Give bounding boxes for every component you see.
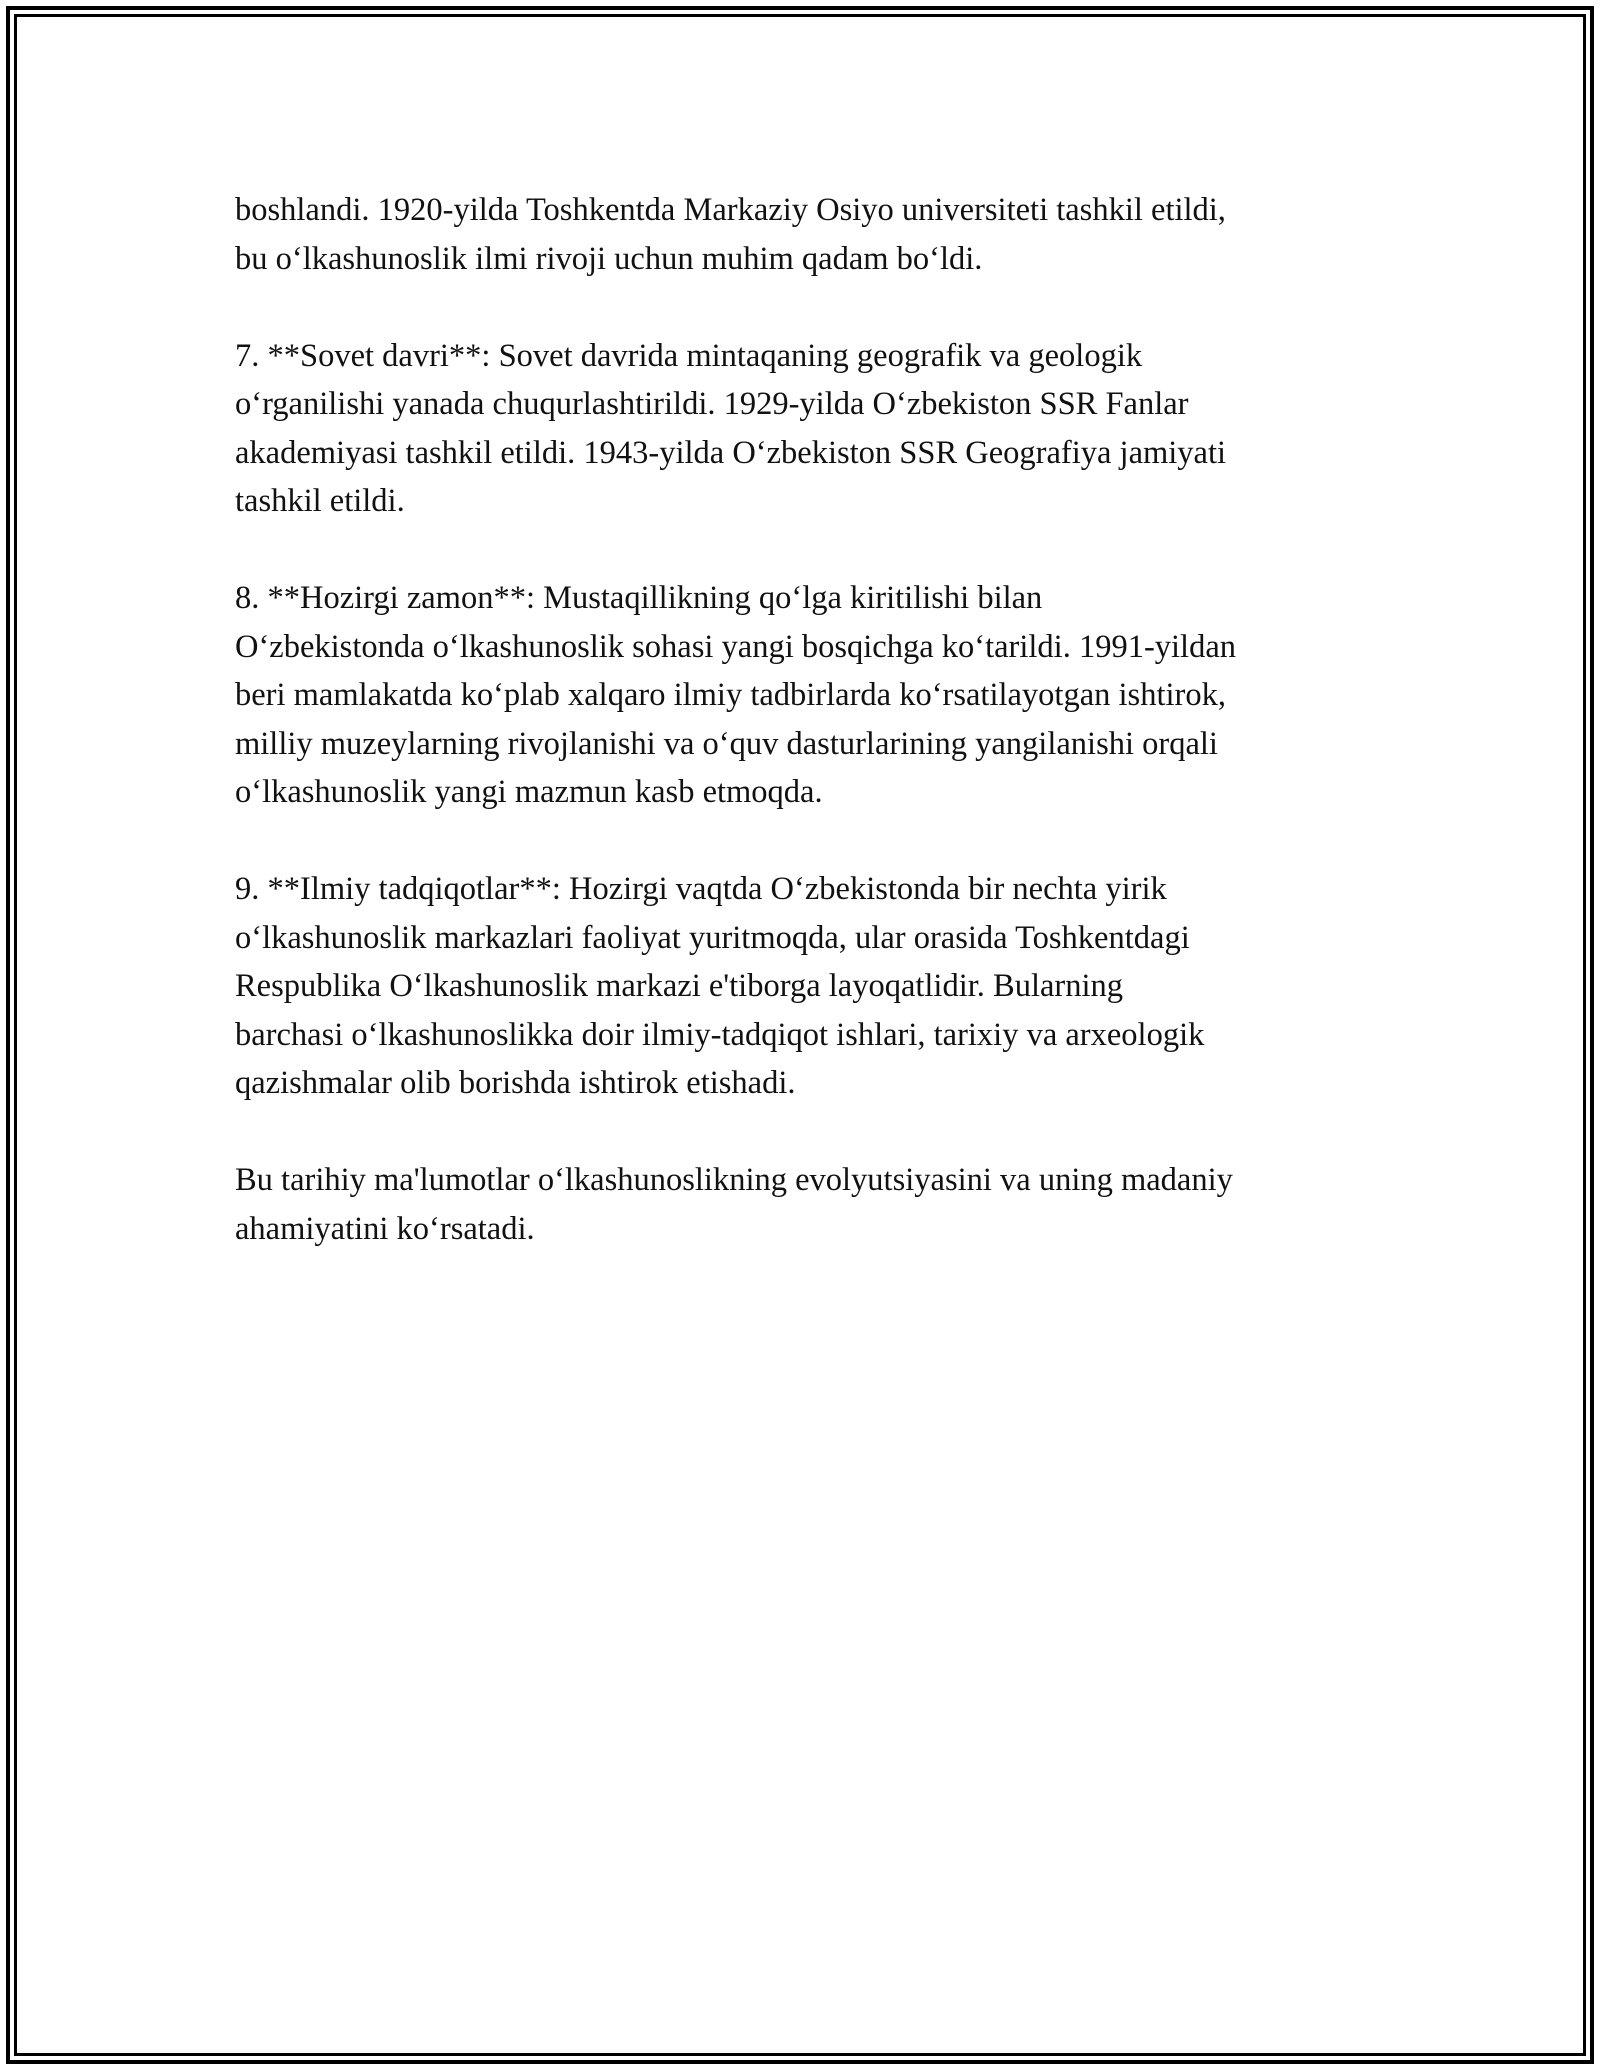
document-body: [235, 186, 1385, 1253]
paragraph-university-founding: boshlandi. 1920-yilda Toshkentda Markaziy Osiyo universiteti tashkil etildi, bu o‘lkashunoslik ilmi rivoji uchun muhim qadam bo‘ldi.: [235, 192, 1226, 277]
paragraph-scientific-research: 9. **Ilmiy tadqiqotlar**: Hozirgi vaqtda O‘zbekistonda bir nechta yirik o‘lkashunoslik markazlari faoliyat yuritmoqda, ular orasida Toshkentdagi Respublika O‘lkashunoslik markazi e'tiborga layoqatlidir. Bularning barchasi o‘lkashunoslikka doir ilmiy-tadqiqot ishlari, tarixiy va arxeologik qazishmalar olib borishda ishtirok etishadi.: [235, 871, 1205, 1101]
paragraph-conclusion: Bu tarihiy ma'lumotlar o‘lkashunoslikning evolyutsiyasini va uning madaniy ahamiyatini ko‘rsatadi.: [235, 1162, 1233, 1247]
paragraph-modern-era: 8. **Hozirgi zamon**: Mustaqillikning qo‘lga kiritilishi bilan O‘zbekistonda o‘lkashunoslik sohasi yangi bosqichga ko‘tarildi. 1991-yildan beri mamlakatda ko‘plab xalqaro ilmiy tadbirlarda ko‘rsatilayotgan ishtirok, milliy muzeylarning rivojlanishi va o‘quv dasturlarining yangilanishi orqali o‘lkashunoslik yangi mazmun kasb etmoqda.: [235, 580, 1237, 810]
paragraph-soviet-era: 7. **Sovet davri**: Sovet davrida mintaqaning geografik va geologik o‘rganilishi yanada chuqurlashtirildi. 1929-yilda O‘zbekiston SSR Fanlar akademiyasi tashkil etildi. 1943-yilda O‘zbekiston SSR Geografiya jamiyati tashkil etildi.: [235, 337, 1227, 519]
